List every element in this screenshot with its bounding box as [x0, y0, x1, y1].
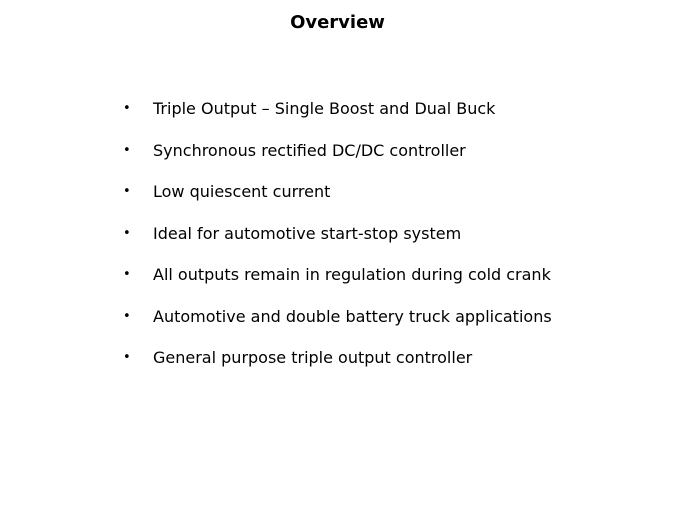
- bullet-icon: •: [123, 267, 131, 282]
- bullet-text: Triple Output – Single Boost and Dual Buck: [153, 99, 496, 118]
- bullet-icon: •: [123, 184, 131, 199]
- bullet-item: [123, 224, 563, 245]
- bullet-item: [123, 99, 563, 120]
- bullet-list: [123, 99, 563, 369]
- bullet-icon: •: [123, 350, 131, 365]
- slide-title: Overview: [290, 12, 385, 33]
- bullet-icon: •: [123, 308, 131, 324]
- bullet-item: [123, 348, 563, 369]
- bullet-item: [123, 141, 563, 162]
- bullet-text: All outputs remain in regulation during cold crank: [153, 265, 551, 284]
- bullet-item: [123, 182, 563, 203]
- bullet-icon: •: [123, 142, 131, 158]
- bullet-icon: •: [123, 225, 131, 241]
- bullet-text: Ideal for automotive start-stop system: [153, 223, 462, 243]
- bullet-text: Low quiescent current: [153, 182, 331, 201]
- bullet-item: [123, 307, 563, 328]
- bullet-icon: •: [123, 101, 131, 116]
- bullet-text: Automotive and double battery truck applications: [153, 306, 552, 326]
- bullet-text: Synchronous rectified DC/DC controller: [153, 140, 466, 160]
- bullet-text: General purpose triple output controller: [153, 348, 473, 367]
- bullet-item: [123, 265, 563, 286]
